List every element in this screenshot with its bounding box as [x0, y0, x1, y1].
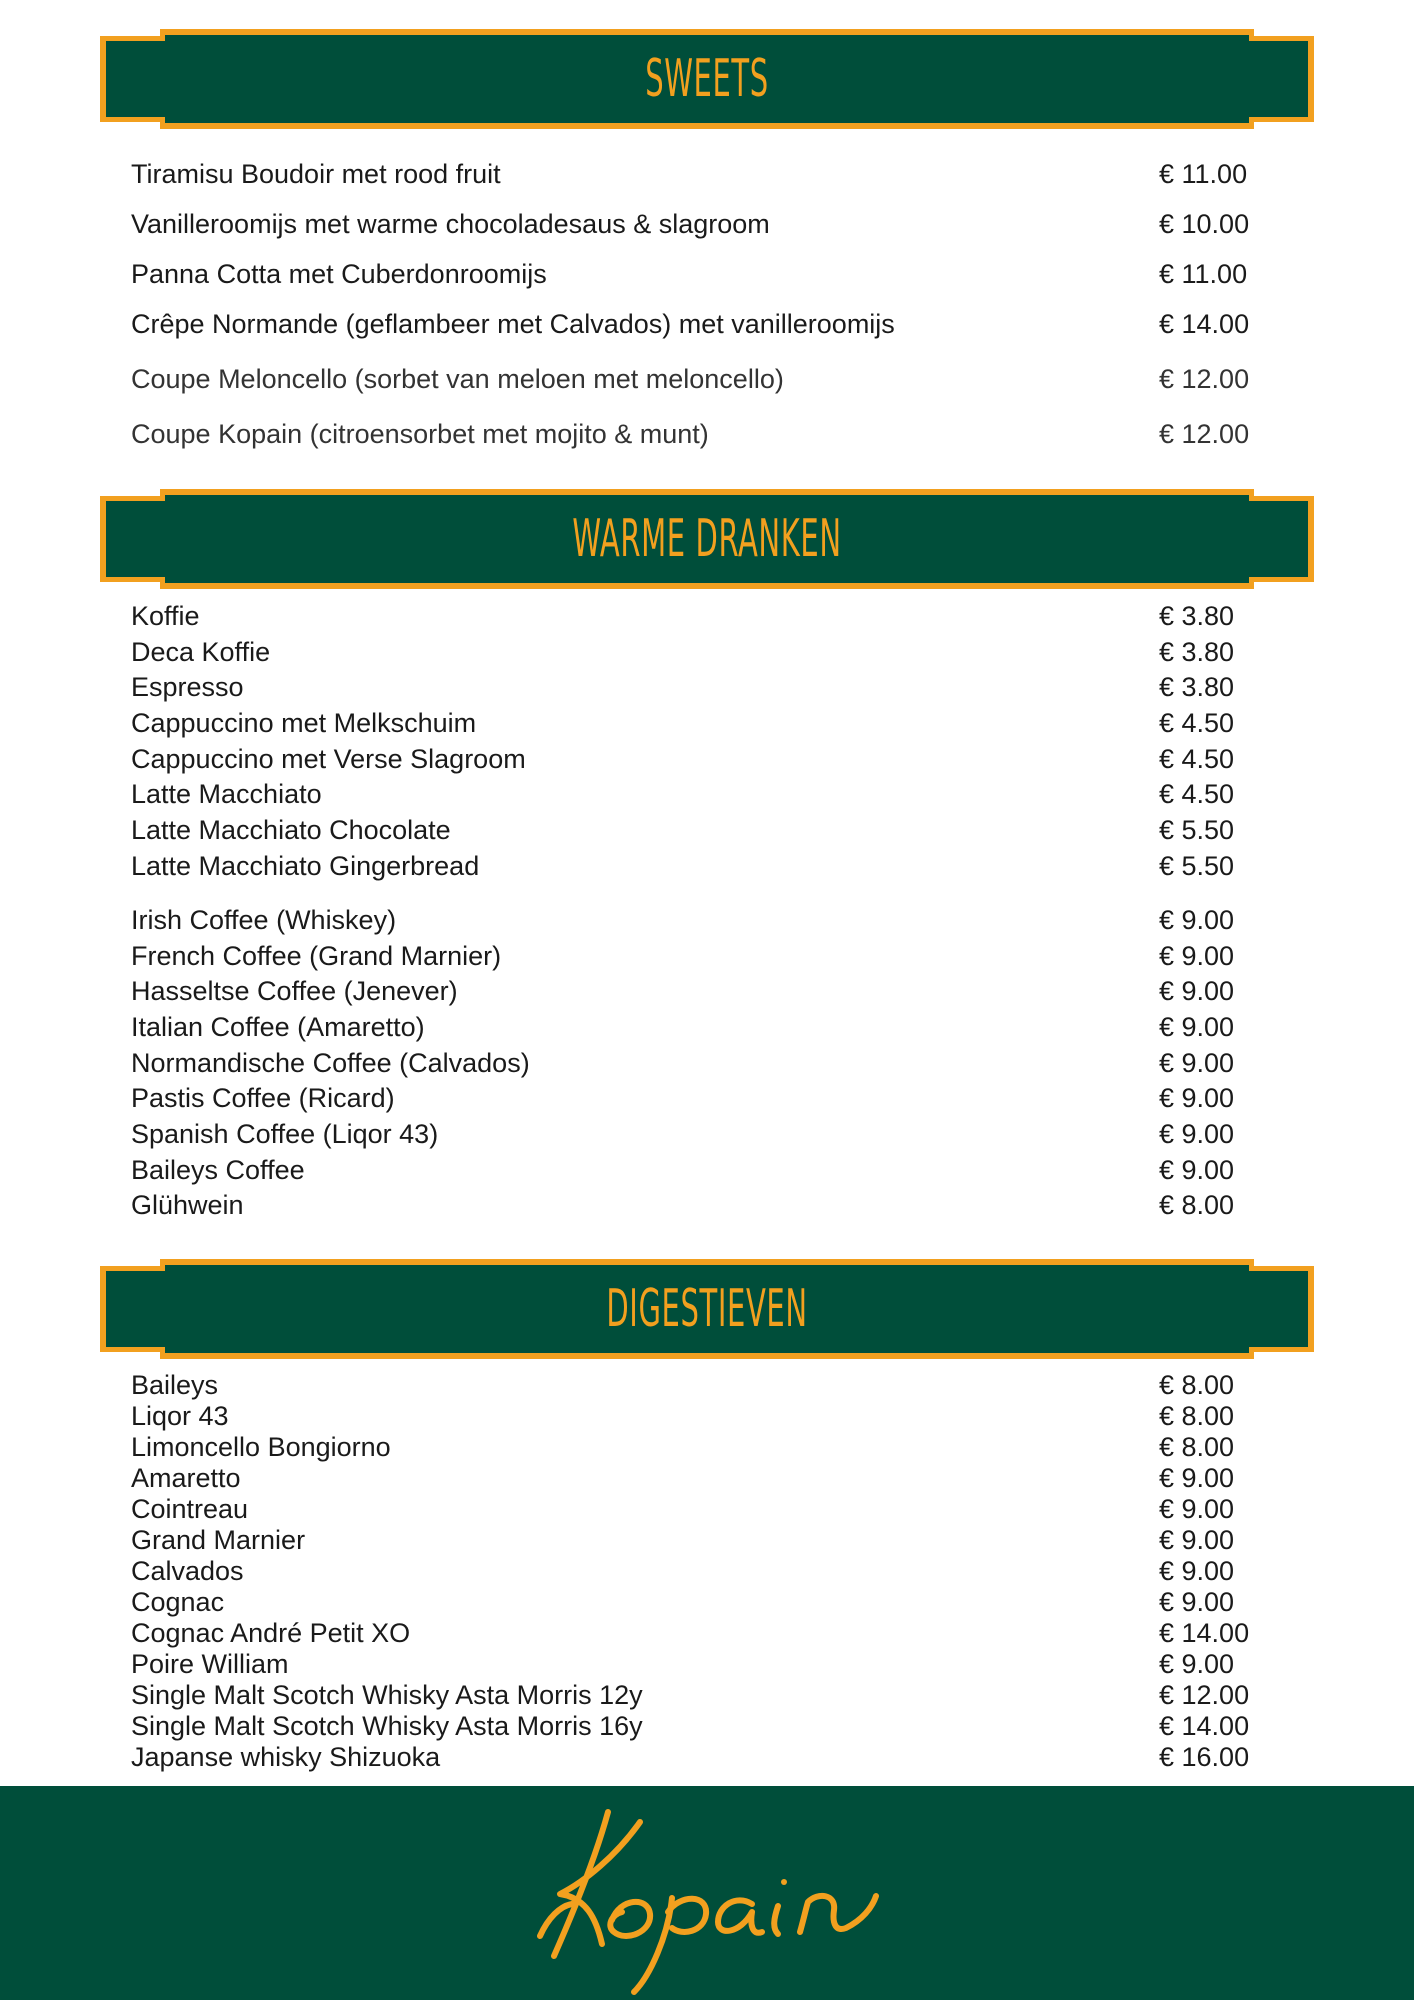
item-price: € 4.50: [1159, 744, 1235, 774]
item-name: Pastis Coffee (Ricard): [131, 1083, 395, 1113]
item-name: Liqor 43: [131, 1401, 229, 1431]
item-price: € 12.00: [1159, 419, 1250, 449]
item-price: € 9.00: [1159, 1463, 1235, 1493]
item-price: € 12.00: [1159, 364, 1250, 394]
item-price: € 9.00: [1159, 941, 1235, 971]
item-name: Italian Coffee (Amaretto): [131, 1012, 425, 1042]
item-price: € 3.80: [1159, 672, 1235, 702]
digestieven-title: DIGESTIEVEN: [606, 1279, 808, 1339]
item-name: Cappuccino met Verse Slagroom: [131, 744, 526, 774]
item-name: Cointreau: [131, 1494, 249, 1524]
item-price: € 9.00: [1159, 905, 1235, 935]
item-name: Irish Coffee (Whiskey): [131, 905, 397, 935]
item-price: € 9.00: [1159, 1048, 1235, 1078]
item-price: € 9.00: [1159, 1119, 1235, 1149]
item-price: € 9.00: [1159, 1494, 1235, 1524]
item-price: € 9.00: [1159, 1083, 1235, 1113]
item-price: € 11.00: [1159, 259, 1248, 289]
item-name: Poire William: [131, 1649, 289, 1679]
item-name: Japanse whisky Shizuoka: [131, 1742, 441, 1772]
item-price: € 9.00: [1159, 1012, 1235, 1042]
item-name: Grand Marnier: [131, 1525, 306, 1555]
warme-dranken-banner: [98, 487, 1316, 591]
item-name: Koffie: [131, 601, 200, 631]
kopain-logo: [0, 1786, 1414, 2000]
item-name: Baileys Coffee: [131, 1155, 305, 1185]
item-name: Tiramisu Boudoir met rood fruit: [131, 159, 501, 189]
item-name: Crêpe Normande (geflambeer met Calvados) met vanilleroomijs: [131, 309, 895, 339]
item-price: € 5.50: [1159, 851, 1235, 881]
sweets-title: SWEETS: [645, 49, 769, 109]
item-name: Panna Cotta met Cuberdonroomijs: [131, 259, 547, 289]
item-price: € 11.00: [1159, 159, 1248, 189]
item-name: Latte Macchiato Gingerbread: [131, 851, 480, 881]
digestieven-banner: [98, 1257, 1316, 1361]
item-name: Espresso: [131, 672, 244, 702]
item-name: Deca Koffie: [131, 637, 271, 667]
item-name: Cognac: [131, 1587, 225, 1617]
item-price: € 9.00: [1159, 1525, 1235, 1555]
item-name: Single Malt Scotch Whisky Asta Morris 12y: [131, 1680, 643, 1710]
item-price: € 10.00: [1159, 209, 1250, 239]
item-price: € 4.50: [1159, 708, 1235, 738]
item-price: € 14.00: [1159, 1618, 1250, 1648]
item-price: € 8.00: [1159, 1401, 1235, 1431]
item-name: Amaretto: [131, 1463, 241, 1493]
item-price: € 4.50: [1159, 779, 1235, 809]
item-name: French Coffee (Grand Marnier): [131, 941, 502, 971]
item-name: Baileys: [131, 1370, 219, 1400]
warme-dranken-title: WARME DRANKEN: [572, 509, 842, 569]
item-price: € 8.00: [1159, 1370, 1235, 1400]
item-name: Calvados: [131, 1556, 244, 1586]
item-price: € 9.00: [1159, 1155, 1235, 1185]
item-price: € 12.00: [1159, 1680, 1250, 1710]
item-price: € 5.50: [1159, 815, 1235, 845]
item-name: Glühwein: [131, 1190, 244, 1220]
item-name: Cognac André Petit XO: [131, 1618, 411, 1648]
item-price: € 9.00: [1159, 976, 1235, 1006]
item-price: € 16.00: [1159, 1742, 1250, 1772]
item-price: € 3.80: [1159, 637, 1235, 667]
item-name: Latte Macchiato: [131, 779, 322, 809]
footer: [0, 1786, 1414, 2000]
item-name: Normandische Coffee (Calvados): [131, 1048, 530, 1078]
item-price: € 9.00: [1159, 1587, 1235, 1617]
item-name: Hasseltse Coffee (Jenever): [131, 976, 458, 1006]
item-name: Vanilleroomijs met warme chocoladesaus & slagroom: [131, 209, 770, 239]
item-name: Latte Macchiato Chocolate: [131, 815, 451, 845]
item-price: € 14.00: [1159, 309, 1250, 339]
item-price: € 9.00: [1159, 1649, 1235, 1679]
item-name: Coupe Meloncello (sorbet van meloen met meloncello): [131, 364, 784, 394]
item-price: € 14.00: [1159, 1711, 1250, 1741]
item-price: € 9.00: [1159, 1556, 1235, 1586]
item-price: € 3.80: [1159, 601, 1235, 631]
item-name: Spanish Coffee (Liqor 43): [131, 1119, 439, 1149]
item-name: Single Malt Scotch Whisky Asta Morris 16y: [131, 1711, 643, 1741]
item-name: Limoncello Bongiorno: [131, 1432, 391, 1462]
item-price: € 8.00: [1159, 1190, 1235, 1220]
item-name: Coupe Kopain (citroensorbet met mojito & munt): [131, 419, 709, 449]
item-name: Cappuccino met Melkschuim: [131, 708, 477, 738]
sweets-banner: [98, 27, 1316, 131]
item-price: € 8.00: [1159, 1432, 1235, 1462]
